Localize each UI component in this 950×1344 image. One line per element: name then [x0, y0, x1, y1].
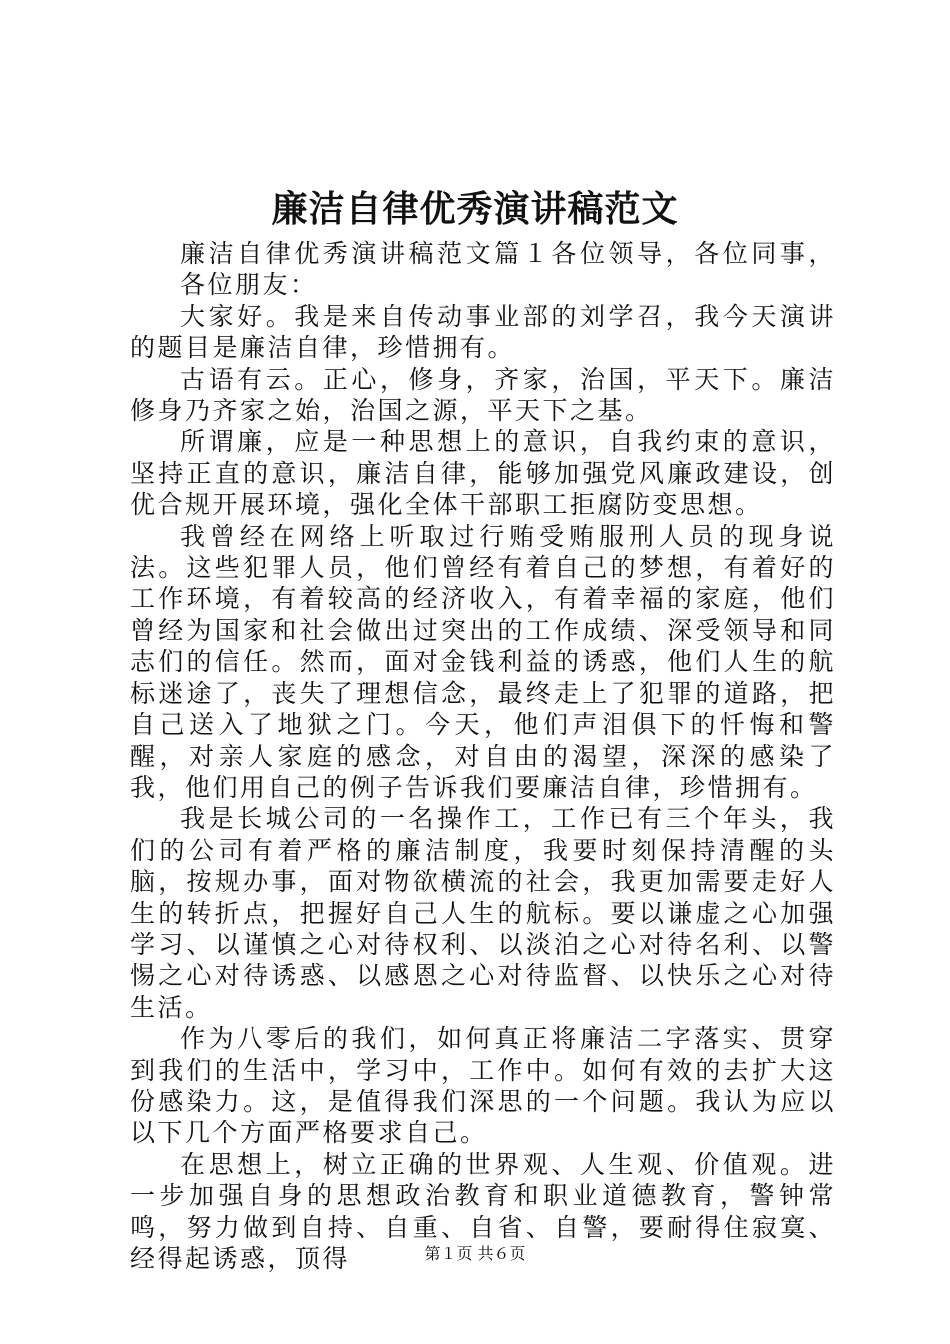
- paragraph-6: 我是长城公司的一名操作工，工作已有三个年头，我们的公司有着严格的廉洁制度，我要时刻保持清醒的头脑，按规办事，面对物欲横流的社会，我更加需要走好人生的转折点，把握好自己人生的航标。要以谦虚之心加强学习、以谨慎之心对待权利、以淡泊之心对待名利、以警惕之心对待诱惑、以感恩之心对待监督、以快乐之心对待生活。: [130, 804, 836, 1022]
- paragraph-5: 我曾经在网络上听取过行贿受贿服刑人员的现身说法。这些犯罪人员，他们曾经有着自己的梦想，有着好的工作环境，有着较高的经济收入，有着幸福的家庭，他们曾经为国家和社会做出过突出的工作成绩、深受领导和同志们的信任。然而，面对金钱利益的诱惑，他们人生的航标迷途了，丧失了理想信念，最终走上了犯罪的道路，把自己送入了地狱之门。今天，他们声泪俱下的忏悔和警醒，对亲人家庭的感念，对自由的渴望，深深的感染了我，他们用自己的例子告诉我们要廉洁自律，珍惜拥有。: [130, 521, 836, 802]
- page-footer: 第１页 共６页: [424, 1244, 526, 1263]
- paragraph-3: 古语有云。正心，修身，齐家，治国，平天下。廉洁修身乃齐家之始，治国之源，平天下之基。: [130, 364, 836, 426]
- document-body: [130, 238, 836, 1274]
- paragraph-2: 大家好。我是来自传动事业部的刘学召，我今天演讲的题目是廉洁自律，珍惜拥有。: [130, 301, 836, 363]
- paragraph-1: 廉洁自律优秀演讲稿范文篇１各位领导，各位同事，各位朋友：: [180, 239, 836, 300]
- paragraph-4: 所谓廉，应是一种思想上的意识，自我约束的意识，坚持正直的意识，廉洁自律，能够加强党风廉政建设，创优合规开展环境，强化全体干部职工拒腐防变思想。: [130, 427, 836, 520]
- document-title: 廉洁自律优秀演讲稿范文: [271, 188, 679, 230]
- paragraph-7: 作为八零后的我们，如何真正将廉洁二字落实、贯穿到我们的生活中，学习中，工作中。如何有效的去扩大这份感染力。这，是值得我们深思的一个问题。我认为应以以下几个方面严格要求自己。: [130, 1024, 836, 1148]
- paragraph-8: 在思想上，树立正确的世界观、人生观、价值观。进一步加强自身的思想政治教育和职业道德教育，警钟常鸣，努力做到自持、自重、自省、自警，要耐得住寂寞、经得起诱惑，顶得: [130, 1149, 836, 1273]
